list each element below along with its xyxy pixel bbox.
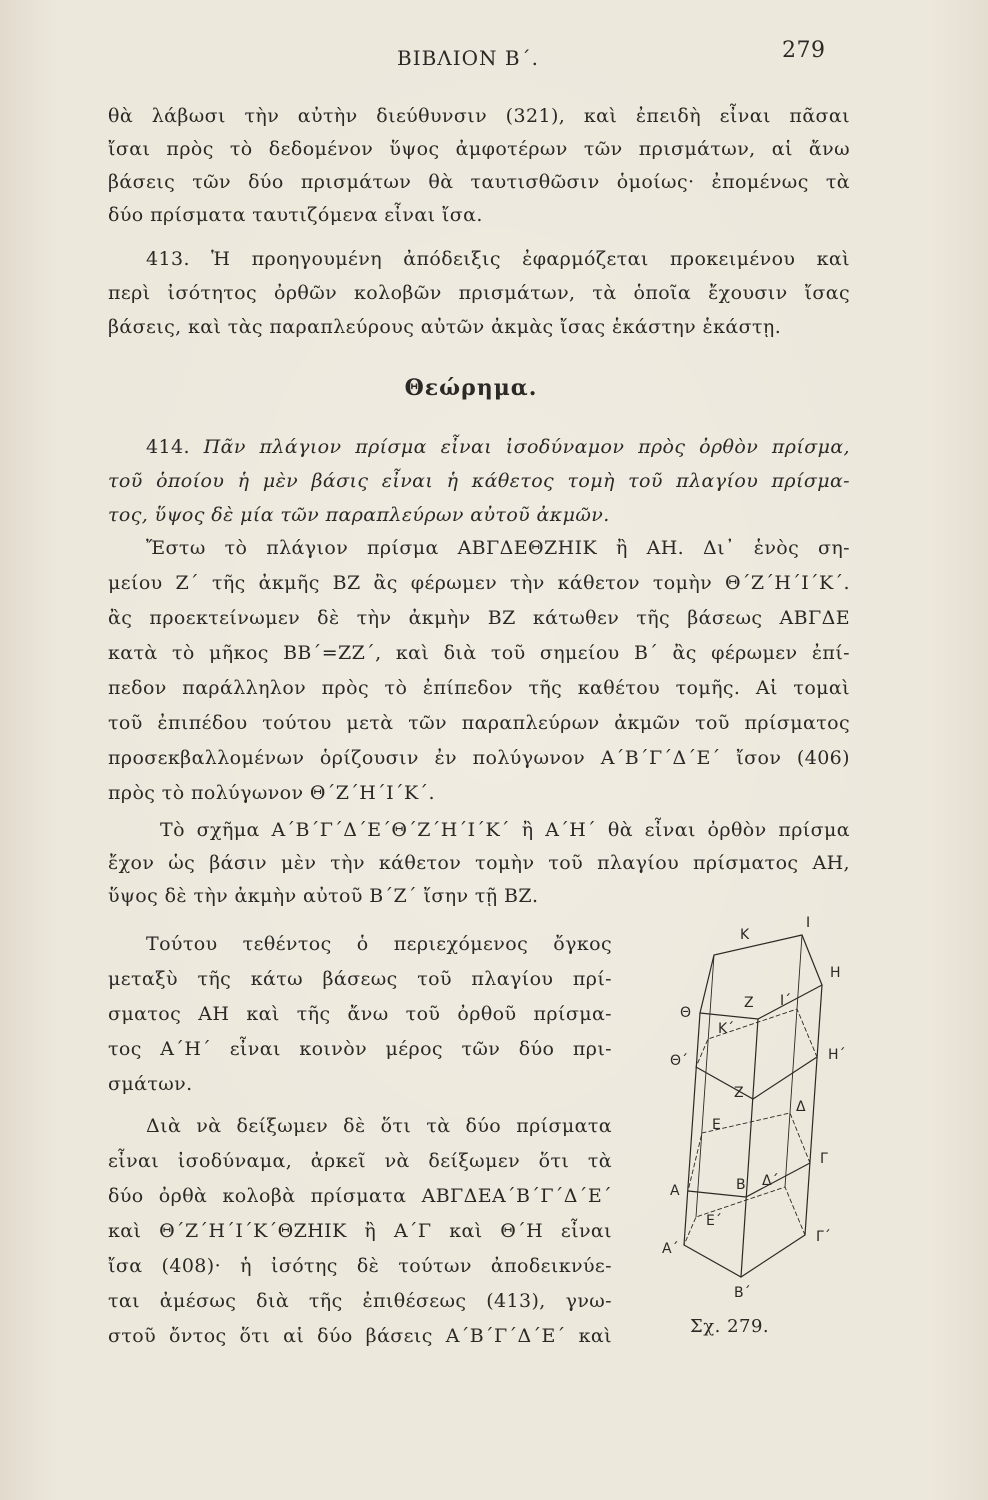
figure-label: Δ΄ xyxy=(762,1173,779,1189)
figure-label: Θ xyxy=(680,1005,692,1021)
text-line xyxy=(108,430,850,464)
section-heading: Θεώρημα. xyxy=(404,375,538,401)
prism-figure xyxy=(640,905,860,1300)
paragraph-proof-setup xyxy=(108,531,850,811)
text-line: πρὸς τὸ πολύγωνον Θ΄Ζ΄Η΄Ι΄Κ΄. xyxy=(108,782,435,804)
text-line: ἔχον ὡς βάσιν μὲν τὴν κάθετον τομὴν τοῦ πλαγίου πρίσματος ΑΗ, xyxy=(108,852,850,874)
text-line: Τούτου τεθέντος ὁ περιεχόμενος ὄγκος xyxy=(146,933,612,955)
figure-label: Κ xyxy=(740,927,750,943)
figure-edge xyxy=(785,935,802,1187)
figure-label: Ε xyxy=(712,1117,721,1133)
text-line: θὰ λάβωσι τὴν αὐτὴν διεύθυνσιν (321), καὶ ἐπειδὴ εἶναι πᾶσαι xyxy=(108,105,850,127)
text-line: δύο ὀρθὰ κολοβὰ πρίσματα ΑΒΓΔΕΑ΄Β΄Γ΄Δ΄Ε΄ xyxy=(108,1185,612,1207)
figure-edge xyxy=(805,985,822,1235)
text-line: περὶ ἰσότητος ὀρθῶν κολοβῶν πρισμάτων, τὰ ὁποῖα ἔχουσιν ἴσας xyxy=(108,282,850,304)
text-line: καὶ Θ΄Ζ΄Η΄Ι΄Κ΄ΘΖΗΙΚ ἢ Α΄Γ καὶ Θ΄Η εἶναι xyxy=(108,1220,612,1242)
figure-edge xyxy=(684,1013,700,1245)
figure-label: Ι΄ xyxy=(780,993,792,1009)
figure-label: Α xyxy=(670,1183,680,1199)
text-line: βάσεις, καὶ τὰς παραπλεύρους αὐτῶν ἀκμὰς ἴσας ἑκάστην ἑκάστῃ. xyxy=(108,316,782,338)
figure-label: Κ΄ xyxy=(718,1021,735,1037)
running-title: ΒΙΒΛΙΟΝ Β΄. xyxy=(397,46,539,70)
theorem-414 xyxy=(108,430,850,532)
text-line: 413. Ἡ προηγουμένη ἀπόδειξις ἐφαρμόζεται προκειμένου καὶ xyxy=(146,248,850,270)
paragraph-continuation xyxy=(108,100,850,232)
text-line: ἴσαι πρὸς τὸ δεδομένον ὕψος ἀμφοτέρων τῶν πρισμάτων, αἱ ἄνω xyxy=(108,138,850,160)
text-line: ἴσα (408)· ἡ ἰσότης δὲ τούτων ἀποδεικνύε- xyxy=(108,1255,612,1277)
text-line: κατὰ τὸ μῆκος ΒΒ΄=ΖΖ΄, καὶ διὰ τοῦ σημείου Β΄ ἂς φέρωμεν ἐπί- xyxy=(108,642,850,664)
text-line: τοῦ ὁποίου ἡ μὲν βάσις εἶναι ἡ κάθετος τομὴ τοῦ πλαγίου πρίσμα- xyxy=(108,470,850,492)
figure-top-base xyxy=(700,935,822,1019)
text-line: μεταξὺ τῆς κάτω βάσεως τοῦ πλαγίου πρί- xyxy=(108,968,612,990)
paragraph-413 xyxy=(108,242,850,344)
text-line: ται ἀμέσως διὰ τῆς ἐπιθέσεως (413), γνω- xyxy=(108,1290,612,1312)
figure-label: Β΄ xyxy=(734,1285,751,1300)
text-line: στοῦ ὄντος ὅτι αἱ δύο βάσεις Α΄Β΄Γ΄Δ΄Ε΄ καὶ xyxy=(108,1325,612,1347)
figure-label: Ζ xyxy=(734,1085,744,1101)
paragraph-right-prism xyxy=(108,814,850,913)
figure-label: Γ΄ xyxy=(816,1229,831,1245)
text-line: Τὸ σχῆμα Α΄Β΄Γ΄Δ΄Ε΄Θ΄Ζ΄Η΄Ι΄Κ΄ ἢ Α΄Η΄ θὰ εἶναι ὀρθὸν πρίσμα xyxy=(160,819,850,841)
theorem-number: 414. xyxy=(146,436,190,458)
text-line: σμάτων. xyxy=(108,1073,193,1095)
figure-label: Δ xyxy=(796,1099,806,1115)
figure-label: Ε΄ xyxy=(706,1213,722,1229)
paragraph-equivalence xyxy=(108,1109,612,1354)
text-line: Ἔστω τὸ πλάγιον πρίσμα ΑΒΓΔΕΘΖΗΙΚ ἢ ΑΗ. Δι᾿ ἑνὸς ση- xyxy=(146,537,850,559)
figure-label: Η xyxy=(830,965,841,981)
page-number: 279 xyxy=(782,38,826,63)
figure-cross-section-front xyxy=(696,1057,817,1099)
text-line: ὕψος δὲ τὴν ἀκμὴν αὐτοῦ Β΄Ζ΄ ἴσην τῇ ΒΖ. xyxy=(108,885,539,907)
figure-label: Ζ xyxy=(744,995,754,1011)
figure-edge xyxy=(741,1019,758,1277)
figure-label: Γ xyxy=(820,1151,828,1167)
figure-label: Θ΄ xyxy=(670,1053,689,1069)
figure-extended-base-front xyxy=(684,1235,805,1277)
figure-lower-base-front xyxy=(688,1163,810,1197)
figure-label: Ι xyxy=(806,915,811,931)
figure-label: Α΄ xyxy=(662,1241,679,1257)
figure-label: Η΄ xyxy=(828,1047,846,1063)
text-line: πεδον παράλληλον πρὸς τὸ ἐπίπεδον τῆς καθέτου τομῆς. Αἱ τομαὶ xyxy=(108,677,850,699)
text-line: προσεκβαλλομένων ὁρίζουσιν ἐν πολύγωνον Α΄Β΄Γ΄Δ΄Ε΄ ἴσον (406) xyxy=(108,747,850,769)
text-line: τος, ὕψος δὲ μία τῶν παραπλεύρων αὐτοῦ ἀκμῶν. xyxy=(108,504,610,526)
text-line: δύο πρίσματα ταυτιζόμενα εἶναι ἴσα. xyxy=(108,204,483,226)
text-line: μείου Ζ΄ τῆς ἀκμῆς ΒΖ ἂς φέρωμεν τὴν κάθετον τομὴν Θ΄Ζ΄Η΄Ι΄Κ΄. xyxy=(108,572,850,594)
text-line: σματος ΑΗ καὶ τῆς ἄνω τοῦ ὀρθοῦ πρίσμα- xyxy=(108,1003,612,1025)
paragraph-common-part xyxy=(108,927,612,1102)
figure-label: Β xyxy=(736,1177,746,1193)
text-line: τοῦ ἐπιπέδου τούτου μετὰ τῶν παραπλεύρων ἀκμῶν τοῦ πρίσματος xyxy=(108,712,850,734)
figure-caption: Σχ. 279. xyxy=(690,1316,770,1337)
text-line: εἶναι ἰσοδύναμα, ἀρκεῖ νὰ δείξωμεν ὅτι τὰ xyxy=(108,1150,612,1172)
text-line: ἂς προεκτείνωμεν δὲ τὴν ἀκμὴν ΒΖ κάτωθεν τῆς βάσεως ΑΒΓΔΕ xyxy=(108,607,850,629)
text-line: τος Α΄Η΄ εἶναι κοινὸν μέρος τῶν δύο πρι- xyxy=(108,1038,612,1060)
theorem-text: Πᾶν πλάγιον πρίσμα εἶναι ἰσοδύναμον πρὸς ὀρθὸν πρίσμα, xyxy=(203,436,850,458)
text-line: Διὰ νὰ δείξωμεν δὲ ὅτι τὰ δύο πρίσματα xyxy=(146,1115,612,1137)
text-line: βάσεις τῶν δύο πρισμάτων θὰ ταυτισθῶσιν ὁμοίως· ἐπομένως τὰ xyxy=(108,171,850,193)
